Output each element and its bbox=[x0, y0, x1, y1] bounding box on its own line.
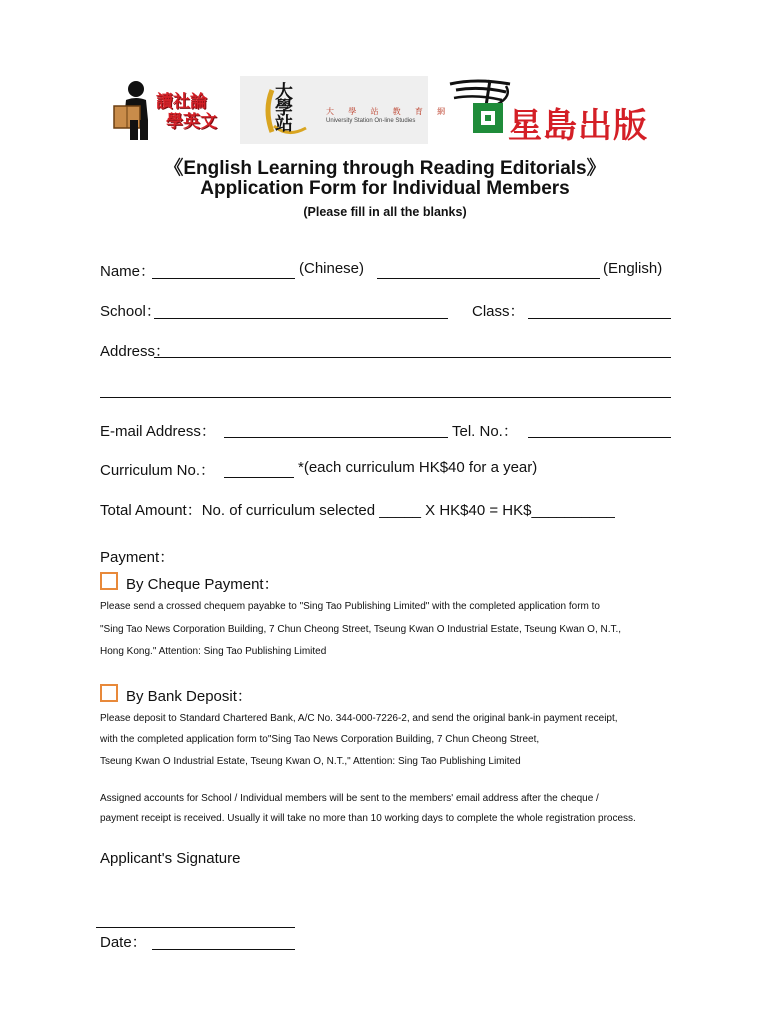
cheque-instructions-line2: "Sing Tao News Corporation Building, 7 Chun Cheong Street, Tseung Kwan O Industrial Estate, Tseung Kwan O, N.T., bbox=[100, 624, 622, 635]
logo2-english-subtitle: University Station On-line Studies bbox=[326, 118, 416, 124]
bank-deposit-checkbox[interactable] bbox=[100, 684, 118, 702]
class-label: Class： bbox=[472, 303, 525, 320]
sing-tao-square-icon bbox=[473, 103, 503, 133]
curriculum-label: Curriculum No.： bbox=[100, 462, 216, 479]
logo1-text-line1: 讀社論 bbox=[156, 92, 207, 111]
form-title-line1: 《English Learning through Reading Editorials》 bbox=[164, 158, 606, 179]
tel-label: Tel. No.： bbox=[452, 423, 518, 440]
cheque-payment-checkbox[interactable] bbox=[100, 572, 118, 590]
logo-reading-editorials bbox=[108, 76, 228, 148]
school-label: School： bbox=[100, 303, 161, 320]
address-field-line1[interactable] bbox=[154, 357, 671, 358]
cheque-instructions-line1: Please send a crossed chequem payabke to "Sing Tao Publishing Limited" with the completed application form to bbox=[100, 601, 600, 612]
bank-instructions-line3: Tseung Kwan O Industrial Estate, Tseung Kwan O, N.T.," Attention: Sing Tao Publishing Limited bbox=[100, 756, 521, 767]
email-field[interactable] bbox=[224, 437, 448, 438]
name-label: Name： bbox=[100, 263, 156, 280]
account-note-line2: payment receipt is received. Usually it will take no more than 10 working days to complete the whole registration process. bbox=[100, 813, 636, 824]
curriculum-note: *(each curriculum HK$40 for a year) bbox=[298, 459, 538, 476]
cheque-instructions-line3: Hong Kong." Attention: Sing Tao Publishing Limited bbox=[100, 646, 327, 657]
logo2-characters: 大學站 bbox=[272, 82, 293, 130]
logo-university-station bbox=[240, 76, 452, 144]
total-amount-line: Total Amount：No. of curriculum selected _____ X HK$40 = HK$__________ bbox=[100, 502, 615, 519]
logo1-text-line2: 學英文 bbox=[166, 112, 217, 131]
reading-person-icon bbox=[112, 80, 160, 144]
name-chinese-field[interactable] bbox=[152, 278, 295, 279]
date-label: Date： bbox=[100, 934, 147, 951]
name-english-field[interactable] bbox=[377, 278, 600, 279]
curriculum-field[interactable] bbox=[224, 477, 294, 478]
date-field[interactable] bbox=[152, 949, 295, 950]
logo2-chinese-subtitle: 大 學 站 教 育 網 bbox=[326, 107, 452, 116]
bank-instructions-line2: with the completed application form to"Sing Tao News Corporation Building, 7 Chun Cheong Street, bbox=[100, 734, 540, 745]
form-title-line2: Application Form for Individual Members bbox=[200, 178, 570, 199]
sing-tao-logo-text: 星島出版 bbox=[508, 107, 648, 145]
chinese-label: (Chinese) bbox=[299, 260, 365, 277]
form-subtitle: (Please fill in all the blanks) bbox=[303, 205, 467, 219]
email-label: E-mail Address： bbox=[100, 423, 216, 440]
payment-label: Payment： bbox=[100, 549, 175, 566]
bank-instructions-line1: Please deposit to Standard Chartered Bank, A/C No. 344-000-7226-2, and send the original bank-in payment receipt, bbox=[100, 713, 618, 724]
school-field[interactable] bbox=[154, 318, 448, 319]
account-note-line1: Assigned accounts for School / Individual members will be sent to the members' email address after the cheque / bbox=[100, 793, 599, 804]
signature-label: Applicant's Signature bbox=[100, 850, 241, 867]
cheque-payment-label: By Cheque Payment： bbox=[126, 576, 279, 593]
bank-deposit-label: By Bank Deposit： bbox=[126, 688, 252, 705]
address-label: Address： bbox=[100, 343, 171, 360]
class-field[interactable] bbox=[528, 318, 671, 319]
address-field-line2[interactable] bbox=[100, 397, 671, 398]
signature-field[interactable] bbox=[96, 927, 295, 928]
tel-field[interactable] bbox=[528, 437, 671, 438]
english-label: (English) bbox=[603, 260, 663, 277]
